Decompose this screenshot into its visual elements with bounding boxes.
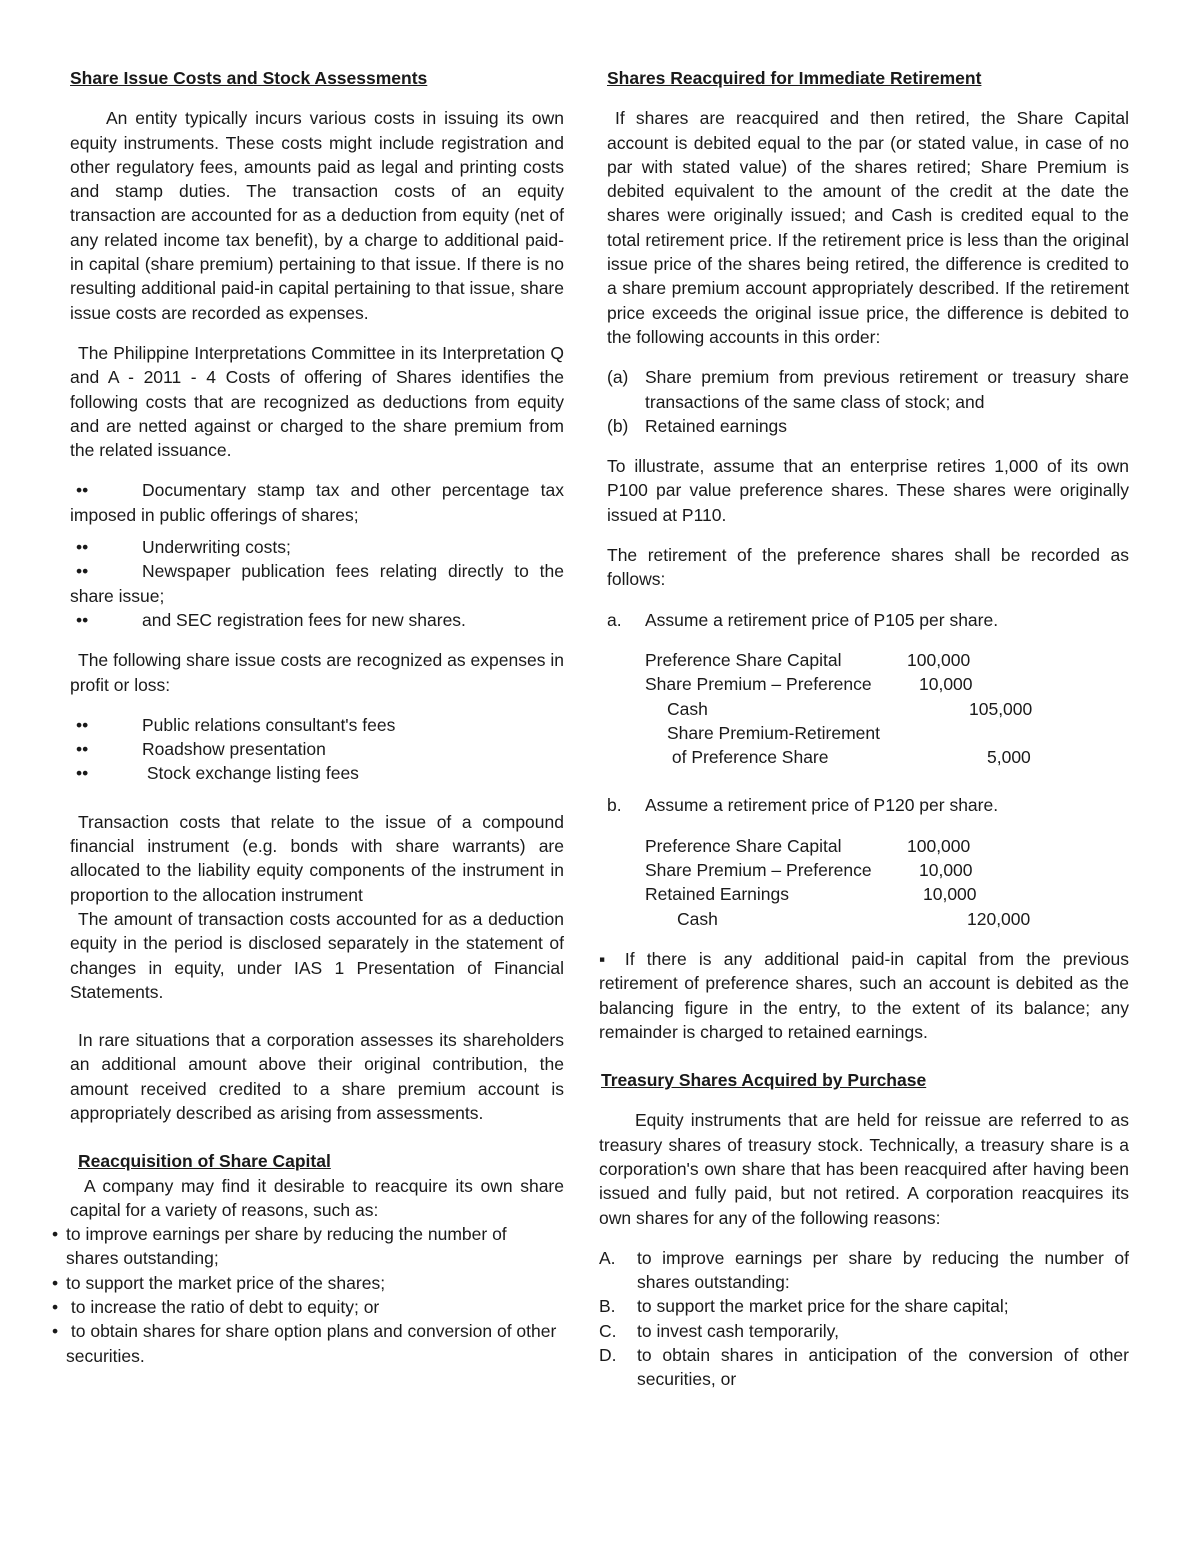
account-name: Preference Share Capital [645, 649, 842, 670]
list-item-text: to obtain shares for share option plans and conversion of other securities. [66, 1321, 562, 1366]
list-item [70, 713, 564, 737]
bullet-icon: • • [70, 478, 142, 502]
debit-amount: 10,000 [919, 674, 973, 695]
list-item [70, 535, 564, 559]
case-text: Assume a retirement price of P120 per share. [645, 795, 999, 816]
paragraph-assessments: In rare situations that a corporation assesses its shareholders an additional amount above their original contribution, the amount received credited to a share premium account is appropriately described as arising from assessments. [70, 1030, 564, 1123]
paragraph-issue-costs: An entity typically incurs various costs in issuing its own equity instruments. These costs might include registration and other regulatory fees, amounts paid as legal and printing costs and stamp duties. The transaction costs of an equity transaction are accounted for as a deduction from equity (net of any related income tax benefit), by a charge to additional paid-in capital (share premium) pertaining to that issue. If there is no resulting additional paid-in capital pertaining to that issue, share issue costs are recorded as expenses. [70, 108, 564, 323]
journal-row [645, 907, 1129, 931]
reacquisition-reason-list [52, 1222, 564, 1368]
list-item-text: to improve earnings per share by reducing the number of shares outstanding: [637, 1247, 1129, 1293]
debit-amount: 10,000 [919, 860, 973, 881]
bullet-icon: • • [70, 737, 142, 761]
case-text: Assume a retirement price of P105 per share. [645, 609, 999, 630]
list-item [52, 1222, 564, 1271]
bullet-icon: • • [70, 608, 142, 632]
list-item-text: Newspaper publication fees relating directly to the share issue; [70, 561, 564, 606]
heading-reacquisition: Reacquisition of Share Capital [78, 1151, 331, 1172]
list-item-text: to increase the ratio of debt to equity; or [66, 1297, 380, 1318]
list-item [52, 1295, 564, 1319]
list-item [599, 1343, 1129, 1392]
paragraph-retirement-rules: If shares are reacquired and then retired, the Share Capital account is debited equal to the par (or stated value, in case of no par with stated value) of the shares retired; Share Premium is debited equivalent to the amount of the credit at the date the shares were originally issued; and Cash is credited equal to the total retirement price. If the retirement price is less than the original issue price of the shares being retired, the difference is credited to a share premium account appropriately described. If the retirement price exceeds the original issue price, the difference is debited to the following accounts in this order: [607, 108, 1129, 347]
account-name: Cash [667, 698, 708, 719]
journal-row [645, 672, 1129, 696]
case-label: b. [607, 795, 622, 816]
list-item-text: to improve earnings per share by reducing the number of shares outstanding; [66, 1224, 507, 1269]
bullet-icon: • [52, 1321, 59, 1342]
list-item-text: Stock exchange listing fees [142, 763, 359, 784]
account-name: of Preference Share [667, 747, 829, 768]
list-item [599, 1294, 1129, 1318]
list-item [70, 608, 564, 632]
list-item [70, 559, 564, 608]
paragraph-illustration: To illustrate, assume that an enterprise retires 1,000 of its own P100 par value preference shares. These shares were originally issued at P110. [607, 456, 1129, 525]
list-item-text: and SEC registration fees for new shares. [142, 609, 466, 630]
bullet-icon: • [52, 1224, 59, 1245]
paragraph-additional-capital: ▪ If there is any additional paid-in capital from the previous retirement of preference shares, such an account is debited as the balancing figure in the entry, to the extent of its balance; any remainder is charged to retained earnings. [599, 948, 1129, 1042]
list-item-text: Retained earnings [645, 415, 788, 436]
list-item-text: Documentary stamp tax and other percentage tax imposed in public offerings of shares; [70, 480, 564, 525]
list-item-label: (b) [607, 415, 629, 436]
journal-row [645, 834, 1129, 858]
paragraph-disclosure: The amount of transaction costs accounted for as a deduction equity in the period is disclosed separately in the statement of changes in equity, under IAS 1 Presentation of Financial Statements. [70, 908, 564, 1002]
list-item [52, 1271, 564, 1295]
list-item [599, 1319, 1129, 1343]
bullet-icon: • [52, 1297, 59, 1318]
journal-row [645, 721, 1129, 745]
list-item-text: to support the market price for the share capital; [637, 1296, 1009, 1317]
paragraph-expense-costs: The following share issue costs are recognized as expenses in profit or loss: [70, 650, 564, 695]
bullet-icon: • • [70, 713, 142, 737]
list-item [70, 737, 564, 761]
list-item [607, 365, 1129, 414]
account-name: Preference Share Capital [645, 835, 842, 856]
list-item [70, 478, 564, 527]
account-name: Retained Earnings [645, 884, 789, 905]
paragraph-recording: The retirement of the preference shares shall be recorded as follows: [607, 545, 1129, 590]
list-item-label: D. [599, 1345, 617, 1366]
list-item [599, 1246, 1129, 1295]
case-a-heading [607, 608, 1129, 632]
case-label: a. [607, 609, 622, 630]
list-item-label: C. [599, 1320, 617, 1341]
list-item-text: to invest cash temporarily, [637, 1320, 839, 1341]
list-item-label: A. [599, 1247, 616, 1268]
right-column [599, 66, 1129, 1392]
journal-entry-a [645, 648, 1129, 769]
credit-amount: 120,000 [967, 908, 1031, 929]
paragraph-pic-interpretation: The Philippine Interpretations Committee in its Interpretation Q and A - 2011 - 4 Costs of offering of Shares identifies the following costs that are recognized as deductions from equity and are netted against or charged to the share premium from the related issuance. [70, 342, 564, 461]
journal-row [645, 882, 1129, 906]
list-item-text: to obtain shares in anticipation of the conversion of other securities, or [637, 1345, 1129, 1390]
paragraph-reacquisition-reasons: A company may find it desirable to reacquire its own share capital for a variety of reasons, such as: [70, 1175, 564, 1220]
journal-entry-b [645, 834, 1129, 931]
credit-amount: 5,000 [987, 747, 1031, 768]
list-item [52, 1319, 564, 1368]
expense-cost-list [70, 713, 564, 786]
journal-row [645, 745, 1129, 769]
equity-deduction-list [70, 478, 564, 632]
debit-amount: 100,000 [907, 649, 971, 670]
account-name: Cash [677, 908, 718, 929]
list-item [607, 414, 1129, 438]
account-name: Share Premium-Retirement [667, 722, 880, 743]
list-item-text: Public relations consultant's fees [142, 714, 396, 735]
retirement-order-list [607, 365, 1129, 438]
heading-treasury-shares: Treasury Shares Acquired by Purchase [601, 1070, 927, 1091]
list-item-label: (a) [607, 367, 629, 388]
paragraph-compound-instrument: Transaction costs that relate to the issue of a compound financial instrument (e.g. bonds with share warrants) are allocated to the liability equity components of the instrument in proportion to the allocation instrument [70, 811, 564, 905]
list-item-text: Roadshow presentation [142, 739, 326, 760]
account-name: Share Premium – Preference [645, 674, 872, 695]
treasury-reason-list [599, 1246, 1129, 1392]
journal-row [645, 648, 1129, 672]
journal-row [645, 697, 1129, 721]
case-b-heading [607, 793, 1129, 817]
bullet-icon: • [52, 1272, 59, 1293]
list-item-text: Underwriting costs; [142, 537, 291, 558]
bullet-icon: • • [70, 559, 142, 583]
bullet-icon: • • [70, 535, 142, 559]
list-item-text: Share premium from previous retirement or treasury share transactions of the same class of stock; and [645, 367, 1129, 412]
heading-immediate-retirement: Shares Reacquired for Immediate Retirement [607, 68, 982, 88]
list-item [70, 761, 564, 785]
credit-amount: 105,000 [969, 698, 1033, 719]
list-item-label: B. [599, 1296, 616, 1317]
account-name: Share Premium – Preference [645, 860, 872, 881]
debit-amount: 100,000 [907, 835, 971, 856]
heading-share-issue-costs: Share Issue Costs and Stock Assessments [70, 68, 428, 88]
debit-amount: 10,000 [923, 884, 977, 905]
bullet-icon: • • [70, 761, 142, 785]
paragraph-treasury-shares: Equity instruments that are held for reissue are referred to as treasury shares of treasury stock. Technically, a treasury share is a corporation's own share that has been reacquired after having been issued and fully paid, but not retired. A corporation reacquires its own shares for any of the following reasons: [599, 1110, 1129, 1228]
journal-row [645, 858, 1129, 882]
list-item-text: to support the market price of the shares; [66, 1272, 386, 1293]
left-column [52, 66, 564, 1368]
